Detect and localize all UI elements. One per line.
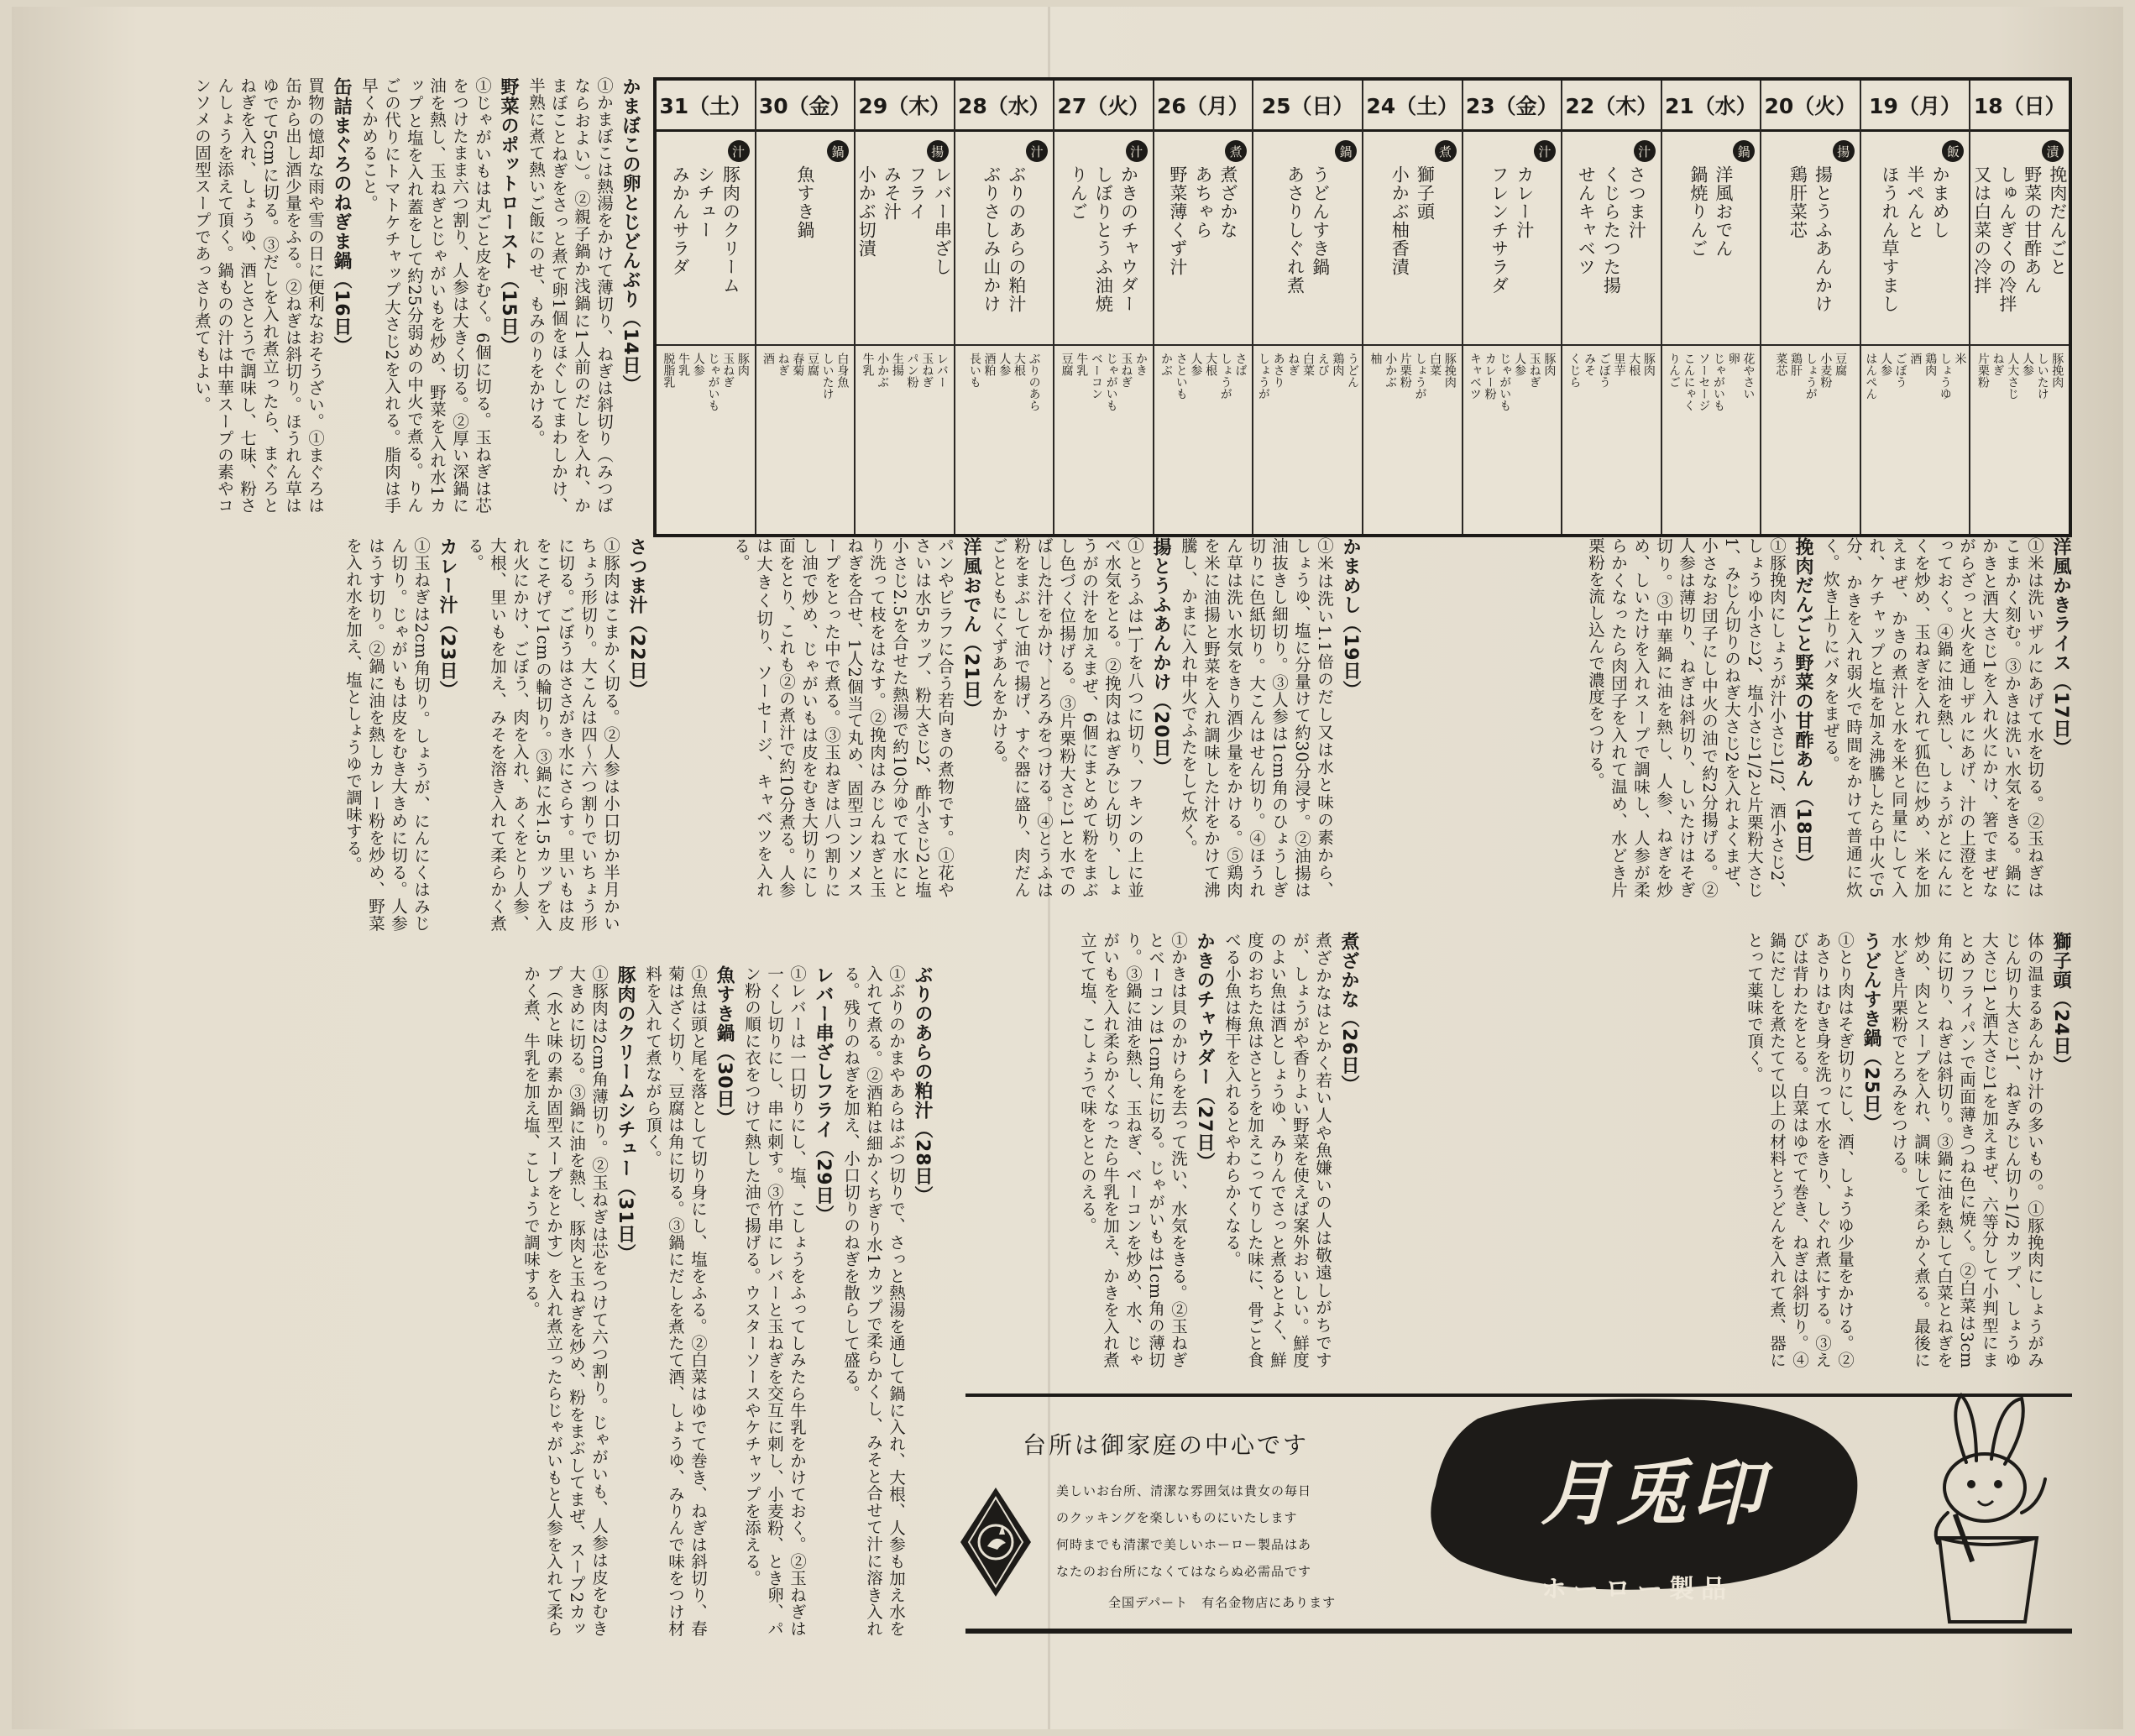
ingredient-item: 玉ねぎ <box>1119 353 1133 388</box>
ingredient-item: しょうが <box>1413 353 1427 400</box>
article-body: ①かまぼこは熱湯をかけて薄切り、ねぎは斜切り（みつばならおよい）。②親子鍋か浅鍋に1人前のだしを入れ、かまぼことねぎをさっと煮て卵1個をほぐしてまわしかけ、半熟に煮て熱いご飯にのせ、もみのりをかける。 <box>526 77 614 514</box>
article-column-left-upper <box>161 537 648 932</box>
article-body: ①とうふは1丁を八つに切り、フキンの上に並べ水気をとる。②挽肉はねぎみじん切り、しょうがの汁を加えまぜ、6個にまとめて粉をまぶし色づく位揚げる。③片栗粉大さじ1と水でのばした汁をかけ、とろみをつける。④とうふは粉をまぶして油で揚げ、すぐ器に盛り、肉だんごとともにくずあんをかける。 <box>989 537 1144 898</box>
menu-ingredients <box>1761 346 1860 534</box>
ingredient-item: じゃがいも <box>1712 353 1726 411</box>
ingredient-item: 白身魚 <box>835 353 850 388</box>
dish-type-mark: 煮 <box>1435 140 1457 162</box>
menu-day-date: 22（木） <box>1562 81 1661 132</box>
ingredient-item: 柚 <box>1368 353 1383 364</box>
article-column-left-top <box>161 77 641 514</box>
ingredient-item: 酒粕 <box>982 353 997 376</box>
ingredient-item: 花やさい <box>1741 353 1756 400</box>
menu-ingredients <box>1054 346 1153 534</box>
menu-ingredients <box>1363 346 1462 534</box>
ingredient-item: 菜芯 <box>1774 353 1788 376</box>
article-body: ①魚は頭と尾を落として切り身にし、塩をふる。②白菜はゆでて巻き、ねぎは斜切り、春菊はざく切り、豆腐は角に切る。③鍋にだしを煮たて酒、しょうゆ、みりんで味をつけ材料を入れて煮ながら頂く。 <box>643 965 708 1637</box>
menu-dish-name: せんキャベツ <box>1576 165 1597 276</box>
dish-type-mark: 鍋 <box>1733 140 1755 162</box>
ingredient-item: 牛乳 <box>1075 353 1089 376</box>
menu-dish-name: 鶏肝菜芯 <box>1787 165 1808 239</box>
menu-dish-name: 小かぶ柚香漬 <box>1389 165 1410 276</box>
menu-day-date: 30（金） <box>756 81 855 132</box>
ingredient-item: 長いも <box>967 353 981 388</box>
menu-dish-name: さつま汁 <box>1626 165 1647 239</box>
menu-dish-name: 小かぶ切漬 <box>856 165 877 258</box>
ingredient-item: うどん <box>1346 353 1359 388</box>
ingredient-item: 豚肉 <box>1641 353 1656 376</box>
menu-ingredients <box>657 346 755 534</box>
ingredient-item: 豆腐 <box>1834 353 1848 376</box>
ingredient-item: 片栗粉 <box>1975 353 1990 388</box>
menu-dishes <box>1463 132 1562 346</box>
menu-dishes <box>1253 132 1362 346</box>
menu-day-column <box>1860 81 1970 534</box>
article-body: ①とり肉はそぎ切りにし、酒、しょうゆ少量をかける。②あさりはむき身を洗って水をきり、しぐれ煮にする。③えびは背わたをとる。白菜はゆでて巻き、ねぎは斜切り。④鍋にだしを煮たてて以上の材料とうどんを入れて煮、器にとって薬味で頂く。 <box>1745 932 1855 1368</box>
menu-dish-name: 野菜の甘酢あん <box>2022 165 2043 295</box>
article-body: パンやピラフに合う若向きの煮物です。①花やさいは水5カップ、粉大さじ2、酢小さじ2と塩小さじ2.5を合せた熱湯で約10分ゆでて水にとり洗って枝をはなす。②挽肉はみじんねぎと玉ねぎを合せ、1人2個当て丸め、固型コンソメスープをとった中で煮る。③玉ねぎは八つ割りにし油で炒め、じゃがいもは皮をむき大切りにし面をとり、これも②の煮汁で約10分煮る。人参は大きく切り、ソーセージ、キャベツを入れる。 <box>731 537 955 898</box>
menu-dishes <box>756 132 855 346</box>
ingredient-item: こんにゃく <box>1682 353 1696 411</box>
article-heading: さつま汁（22日） <box>626 537 647 700</box>
ingredient-item: ぶりのあら <box>1027 353 1041 411</box>
menu-day-date: 25（日） <box>1253 81 1362 132</box>
menu-dish-name: しぼりとうふ油焼 <box>1093 165 1114 313</box>
article-body: ①ぶりのかまやあらはぶつ切りで、さっと熱湯を通して鍋に入れ、大根、人参も加え水を入れて煮る。②酒粕は細かくちぎり水1カップで柔らかくし、みそと合せて汁に溶き入れる。残りのねぎを加え、小口切りのねぎを散らして盛る。 <box>841 965 906 1637</box>
ingredient-item: 人参 <box>2020 353 2034 376</box>
ingredient-item: 牛乳 <box>861 353 875 376</box>
ad-body-line: のクッキングを楽しいものにいたします <box>1056 1510 1298 1525</box>
ingredient-item: くじら <box>1567 353 1582 388</box>
menu-day-date: 19（月） <box>1861 81 1970 132</box>
article-body: ①豚肉はこまかく切る。②人参は小口切か半月かいちょう形切り。大こんは四〜六つ割りでいちょう形に切る。ごぼうはささがき水にさらす。里いもは皮をこそげて1cmの輪切り。③鍋に水1.5カップを入れ火にかけ、ごぼう、肉を入れ、あくをとり人参、大根、里いもを加え、みそを溶き入れて柔らかく煮る。 <box>465 537 620 932</box>
menu-day-column <box>1053 81 1153 534</box>
menu-dishes <box>1154 132 1253 346</box>
ingredient-item: ごぼう <box>1597 353 1611 388</box>
menu-dish-name: 豚肉のクリーム <box>720 165 741 295</box>
menu-day-date: 27（火） <box>1054 81 1153 132</box>
ad-body-line: 美しいお台所、清潔な雰囲気は貴女の毎日 <box>1056 1483 1312 1498</box>
menu-dish-name: カレー汁 <box>1514 165 1535 239</box>
menu-dish-name: ぶりさしみ山かけ <box>981 165 1002 313</box>
ad-body-text <box>1056 1477 1417 1585</box>
menu-ingredients <box>1562 346 1661 534</box>
article-body: ①レバーは一口切りにし、塩、こしょうをふってしみたら牛乳をかけておく。②玉ねぎは一くし切りにし、串に刺す。③竹串にレバーと玉ねぎを交互に刺し、小麦粉、とき卵、パン粉の順に衣をつけて熱した油で揚げる。ウスターソースやケチャップを添える。 <box>742 965 807 1637</box>
menu-day-date: 26（月） <box>1154 81 1253 132</box>
menu-dish-name: ほうれん草すまし <box>1880 165 1901 313</box>
dish-type-mark: 汁 <box>1026 140 1048 162</box>
menu-dish-name: 鍋焼りんご <box>1688 165 1709 258</box>
dish-type-mark: 煮 <box>1225 140 1247 162</box>
ad-store-note: 全国デパート 有名金物店にあります <box>1108 1595 1337 1610</box>
ingredient-item: 里芋 <box>1612 353 1626 376</box>
article-heading: うどんすき鍋（25日） <box>1860 932 1881 1133</box>
ingredient-item: 豚肉 <box>1542 353 1557 376</box>
ingredient-item: しょうが <box>1256 353 1270 400</box>
ingredient-item: 白菜 <box>1428 353 1442 376</box>
ingredient-item: りんご <box>1667 353 1681 388</box>
menu-day-column <box>1760 81 1860 534</box>
article-heading: 洋風おでん（21日） <box>960 537 981 719</box>
article-heading: 豚肉のクリームシチュー（31日） <box>615 965 636 1263</box>
rabbit-mascot-icon <box>1914 1387 2057 1630</box>
article-body: 体の温まるあんかけ汁の多いもの。①豚挽肉にしょうがみじん切り大さじ1、ねぎみじん切り1/2カップ、しょうゆ大さじ1と酒大さじ1を加えまぜ、六等分して小判型にまとめフライパンで両面薄きつね色に焼く。②白菜は3cm角に切り、ねぎは斜切り。③鍋に油を熱して白菜とねぎを炒め、肉とスープを入れ、調味して柔らかく煮る。最後に水どき片栗粉でとろみをつける。 <box>1889 932 2044 1368</box>
menu-day-column <box>1561 81 1661 534</box>
ingredient-item: 大根 <box>1012 353 1026 376</box>
menu-ingredients <box>1154 346 1253 534</box>
ingredient-item: 牛乳 <box>677 353 691 376</box>
article-heading: 野菜のポットロースト（15日） <box>498 77 519 356</box>
article-heading: レバー串ざしフライ（29日） <box>813 965 834 1225</box>
ingredient-item: キャベツ <box>1468 353 1482 400</box>
ingredient-item: 人参 <box>1189 353 1203 376</box>
brand-name: 月兎印 <box>1540 1452 1767 1535</box>
article-column-right-upper <box>1367 537 2072 898</box>
menu-day-column <box>1153 81 1253 534</box>
menu-dish-name: フレンチサラダ <box>1489 165 1510 295</box>
ingredient-item: 小かぶ <box>1384 353 1398 388</box>
menu-day-column <box>1462 81 1562 534</box>
ingredient-item: 脱脂乳 <box>662 353 676 388</box>
article-body: ①豚肉は2cm角薄切り。②玉ねぎは芯をつけて六つ割り。じゃがいも、人参は皮をむき大きめに切る。③鍋に油を熱し、豚肉と玉ねぎを炒め、粉をまぶしてまぜ、スープ2カップ（水と味の素か固型スープをとかす）を入れ煮立ったらじゃがいもと人参を入れて柔らかく煮、牛乳を加え塩、こしょうで調味する。 <box>521 965 609 1637</box>
ad-tagline: 台所は御家庭の中心です <box>1023 1431 1310 1459</box>
menu-day-date: 18（日） <box>1970 81 2069 132</box>
ingredient-item: 豚肉 <box>735 353 750 376</box>
menu-dishes <box>1761 132 1860 346</box>
menu-ingredients <box>856 346 954 534</box>
menu-dish-name: 半ぺんと <box>1905 165 1926 239</box>
menu-dishes <box>1363 132 1462 346</box>
brand-product-line: ホーロー製品 <box>1541 1575 1733 1604</box>
menu-dishes <box>856 132 954 346</box>
ingredient-item: 豚挽肉 <box>2050 353 2064 388</box>
ingredient-item: じゃがいも <box>706 353 720 411</box>
ingredient-item: さば <box>1233 353 1248 376</box>
menu-ingredients <box>1970 346 2069 534</box>
ingredient-item: レバー <box>934 353 949 388</box>
article-heading: 魚すき鍋（30日） <box>714 965 735 1128</box>
dish-type-mark: 汁 <box>728 140 750 162</box>
ingredient-item: 鶏肝 <box>1789 353 1803 376</box>
dish-type-mark: 汁 <box>1126 140 1148 162</box>
ingredient-item: はんぺん <box>1864 353 1878 400</box>
ingredient-item: 米 <box>1953 353 1967 364</box>
menu-ingredients <box>955 346 1054 534</box>
ingredient-item: 春菊 <box>791 353 805 376</box>
ingredient-item: さといも <box>1174 353 1188 400</box>
article-heading: 缶詰まぐろのねぎま鍋（16日） <box>331 77 352 356</box>
ad-bottom-rule <box>965 1629 2072 1634</box>
ingredient-item: カレー粉 <box>1483 353 1497 400</box>
menu-day-column <box>954 81 1054 534</box>
ingredient-item: しいたけ <box>2035 353 2049 400</box>
menu-day-date: 28（水） <box>955 81 1054 132</box>
menu-day-date: 24（土） <box>1363 81 1462 132</box>
article-heading: 煮ざかな（26日） <box>1338 932 1359 1095</box>
ingredient-item: パン粉 <box>905 353 919 388</box>
menu-ingredients <box>756 346 855 534</box>
ingredient-item: かぶ <box>1159 353 1174 376</box>
ingredient-item: 白菜 <box>1300 353 1315 376</box>
ingredient-item: 酒 <box>1908 353 1923 364</box>
ingredient-item: 卵 <box>1726 353 1740 364</box>
article-column-right-lower <box>1367 932 2072 1368</box>
article-body: ①かきは貝のかけらを去って洗い、水気をきる。②玉ねぎとベーコンは1cm角に切る。じゃがいもは1cm角の薄切り。③鍋に油を熱し、玉ねぎ、ベーコンを炒め、水、じゃがいもを入れ柔らかくなったら牛乳を加え、かきを入れ煮立てて塩、こしょうで味をととのえる。 <box>1078 932 1188 1368</box>
article-body: ①豚挽肉にしょうが汁小さじ1/2、酒小さじ2、しょうゆ小さじ2、塩小さじ1/2と片栗粉大さじ1、みじん切りのねぎ大さじ2を入れよくまぜ、小さなお団子にし中火の油で約2分揚げる。②人参は薄切り、ねぎは斜切り、しいたけはそぎ切り。③中華鍋に油を熱し、人参、ねぎを炒め、しいたけを入れスープで調味し、人参が柔らかくなったら肉団子を入れて温め、水どき片栗粉を流し込んで濃度をつける。 <box>1586 537 1787 898</box>
ingredient-item: 豚挽肉 <box>1442 353 1457 388</box>
ingredient-item: 片栗粉 <box>1398 353 1412 388</box>
ad-body-line: 何時までも清潔で美しいホーロー製品はあ <box>1056 1537 1312 1552</box>
article-heading: かまぼこの卵とじどんぶり（14日） <box>620 77 641 395</box>
article-column-mid-lower <box>940 932 1360 1368</box>
menu-day-column <box>1252 81 1362 534</box>
menu-dish-name: 又は白菜の冷拌 <box>1971 165 1992 295</box>
ingredient-item: 豆腐 <box>1060 353 1074 376</box>
ingredient-item: しょうゆ <box>1938 353 1952 400</box>
menu-dishes <box>955 132 1054 346</box>
ingredient-item: あさり <box>1271 353 1285 388</box>
dish-type-mark: 漬 <box>2042 140 2064 162</box>
article-body: 煮ざかなはとかく若い人や魚嫌いの人は敬遠しがちですが、しょうがや香りよい野菜を使えば案外おいしい。鮮度のよい魚は酒としょうゆ、みりんでさっと煮るとよく、鮮度のおちた魚はさとうを加えこってりした味に、骨ごと食べる小魚は梅干を入れるとやわらかくなる。 <box>1222 932 1332 1368</box>
article-heading: かきのチャウダー（27日） <box>1194 932 1215 1172</box>
ingredient-item: 玉ねぎ <box>1527 353 1541 388</box>
menu-dish-name: 揚とうふあんかけ <box>1813 165 1834 313</box>
menu-day-date: 23（金） <box>1463 81 1562 132</box>
menu-dishes <box>1054 132 1153 346</box>
ingredient-item: 豆腐 <box>805 353 819 376</box>
menu-dish-name: うどんすき鍋 <box>1310 165 1331 276</box>
menu-dish-name: 煮ざかな <box>1217 165 1238 239</box>
article-column-mid-upper <box>655 537 1362 898</box>
menu-dish-name: しゅんぎくの冷拌 <box>1996 165 2017 313</box>
menu-day-date: 29（木） <box>856 81 954 132</box>
ingredient-item: 玉ねぎ <box>920 353 934 388</box>
ingredient-item: かき <box>1133 353 1148 376</box>
menu-dishes <box>1970 132 2069 346</box>
menu-dish-name: 野菜薄くず汁 <box>1167 165 1188 276</box>
dish-type-mark: 鍋 <box>1335 140 1357 162</box>
ingredient-item: しょうが <box>1803 353 1818 400</box>
menu-day-date: 31（土） <box>657 81 755 132</box>
menu-day-column <box>854 81 954 534</box>
menu-dishes <box>1562 132 1661 346</box>
dish-type-mark: 揚 <box>927 140 949 162</box>
menu-ingredients <box>1861 346 1970 534</box>
menu-dish-name: 洋風おでん <box>1713 165 1734 258</box>
article-heading: 揚とうふあんかけ（20日） <box>1150 537 1171 777</box>
ingredient-item: ソーセージ <box>1697 353 1711 411</box>
ingredient-item: 酒 <box>761 353 775 364</box>
menu-dish-name: りんご <box>1068 165 1089 221</box>
ingredient-item: ごぼう <box>1893 353 1907 388</box>
menu-dish-name: かまめし <box>1930 165 1951 239</box>
ingredient-item: 大根 <box>1627 353 1641 376</box>
menu-day-column <box>1362 81 1462 534</box>
ingredient-item: 生揚 <box>890 353 904 376</box>
ingredient-item: しょうが <box>1218 353 1232 400</box>
ingredient-item: ねぎ <box>1286 353 1300 376</box>
dish-type-mark: 汁 <box>1534 140 1556 162</box>
ingredient-item: ねぎ <box>1991 353 2005 376</box>
ingredient-item: 鶏肉 <box>1331 353 1345 376</box>
menu-dish-name: あちゃら <box>1192 165 1213 239</box>
dish-type-mark: 鍋 <box>827 140 849 162</box>
ingredient-item: 人参 <box>691 353 705 376</box>
article-heading: 挽肉だんごと野菜の甘酢あん（18日） <box>1792 537 1813 874</box>
article-heading: 洋風かきライス（17日） <box>2050 537 2071 758</box>
menu-dish-name: かきのチャウダー <box>1118 165 1139 313</box>
menu-dish-name: みかんサラダ <box>670 165 691 276</box>
article-heading: 獅子頭（24日） <box>2050 932 2071 1075</box>
menu-day-column <box>657 81 755 534</box>
ingredient-item: 人参 <box>997 353 1012 376</box>
ingredient-item: 玉ねぎ <box>721 353 735 388</box>
ingredient-item: 小麦粉 <box>1818 353 1833 388</box>
article-heading: ぶりのあらの粕汁（28日） <box>912 965 933 1205</box>
dish-type-mark: 飯 <box>1942 140 1964 162</box>
weekly-menu-table <box>653 77 2072 537</box>
menu-dish-name: みそ汁 <box>882 165 903 221</box>
menu-dish-name: ぶりのあらの粕汁 <box>1006 165 1027 313</box>
article-body: ①玉ねぎは2cm角切り。しょうが、にんにくはみじん切り。じゃがいもは皮をむき大きめに切る。人参はうす切り。②鍋に油を熱しカレー粉を炒め、野菜を入れ水を加え、塩としょうゆで調味する。 <box>343 537 431 932</box>
ad-body-line: なたのお台所になくてはならぬ必需品です <box>1056 1564 1312 1579</box>
ingredient-item: しいたけ <box>820 353 835 400</box>
menu-dish-name: 挽肉だんごと <box>2047 165 2068 276</box>
ingredient-item: じゃがいも <box>1104 353 1118 411</box>
ingredient-item: ねぎ <box>776 353 790 376</box>
dish-type-mark: 揚 <box>1833 140 1855 162</box>
menu-dish-name: レバー串ざし <box>932 165 953 276</box>
article-column-left-lower <box>161 965 934 1637</box>
menu-dishes <box>1861 132 1970 346</box>
ingredient-item: 人大さじ <box>2006 353 2020 400</box>
menu-day-date: 20（火） <box>1761 81 1860 132</box>
menu-dishes <box>657 132 755 346</box>
menu-day-date: 21（水） <box>1662 81 1761 132</box>
ingredient-item: 大根 <box>1204 353 1218 376</box>
menu-ingredients <box>1662 346 1761 534</box>
article-body: ①米は洗い1.1倍のだし又は水と味の素から、しょうゆ、塩に分量けて約30分浸す。②油揚は油抜きし細切り。③人参は1cm角のひょうしぎ切りに色紙切り。大こんはせん切り。④ほうれん草は洗い水気をきり酒少量をかける。⑤鶏肉を米に油揚と野菜を入れ調味した汁をかけて沸騰し、かまに入れ中火でふたをして炊く。 <box>1179 537 1334 898</box>
menu-day-column <box>1661 81 1761 534</box>
ingredient-item: ベーコン <box>1089 353 1103 400</box>
menu-day-column <box>755 81 855 534</box>
menu-dish-name: フライ <box>907 165 928 221</box>
ingredient-item: 人参 <box>1512 353 1526 376</box>
article-body: 買物の憶却な雨や雪の日に便利なおそうざい。①まぐろは缶から出し酒少量をふる。②ねぎは斜切り。ほうれん草はゆでて5cmに切る。③だしを入れ煮立ったら、まぐろとねぎを入れ、しょうゆ、酒とさとうで調味し、七味、粉さんしょうを添えて頂く。鍋ものの汁は中華スープの素やコンソメの固型スープであっさり煮てもよい。 <box>192 77 325 514</box>
ingredient-item: 人参 <box>1879 353 1893 376</box>
dish-type-mark: 汁 <box>1634 140 1656 162</box>
ingredient-item: えび <box>1316 353 1330 376</box>
menu-dish-name: くじらたつた揚 <box>1601 165 1622 295</box>
article-heading: カレー汁（23日） <box>437 537 458 700</box>
menu-dish-name: 獅子頭 <box>1415 165 1436 221</box>
ingredient-item: 鶏肉 <box>1923 353 1938 376</box>
menu-ingredients <box>1253 346 1362 534</box>
article-body: ①米は洗いザルにあげて水を切る。②玉ねぎはこまかく刻む。③かきは洗い水気をきる。鍋にかきと酒大さじ1を入れ火にかけ、箸でまぜながらざっと火を通しザルにあげ、汁の上澄をとっておく。④鍋に油を熱し、しょうがとにんにくを炒め、玉ねぎを入れて狐色に炒め、米を加えまぜ、かきの煮汁と水を米と同量にして入れ、ケチャップと塩を加え沸騰したら中火で5分、かきを入れ弱火で時間をかけて普通に炊く。炊き上りにバタをまぜる。 <box>1821 537 2044 898</box>
menu-ingredients <box>1463 346 1562 534</box>
menu-dish-name: 魚すき鍋 <box>794 165 815 239</box>
menu-dish-name: シチュー <box>695 165 716 239</box>
menu-dish-name: あさりしぐれ煮 <box>1285 165 1306 295</box>
article-body: ①じゃがいもは丸ごと皮をむく。6個に切る。玉ねぎは芯をつけたまま六つ割り、人参は大きく切る。②厚い深鍋に油を熱し、玉ねぎとじゃがいもを炒め、野菜を入れ水1カップと塩を入れ蓋をして約25分弱めの中火で煮る。りんごの代りにトマトケチャップ大さじ2を入れる。脂肉は手早くかめること。 <box>359 77 492 514</box>
article-heading: かまめし（19日） <box>1340 537 1361 700</box>
menu-dishes <box>1662 132 1761 346</box>
ingredient-item: みそ <box>1583 353 1597 376</box>
ingredient-item: 小かぶ <box>876 353 890 388</box>
ingredient-item: じゃがいも <box>1498 353 1512 411</box>
rabbit-crest-icon <box>957 1484 1034 1600</box>
menu-day-column <box>1969 81 2069 534</box>
